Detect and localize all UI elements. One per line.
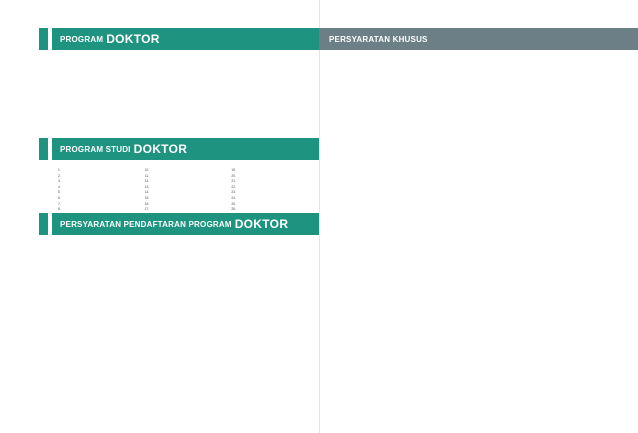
persyaratan-khusus-title: PERSYARATAN KHUSUS: [329, 34, 428, 44]
study-program-item: 4.: [58, 184, 61, 189]
study-program-item: 22.: [231, 184, 236, 189]
study-program-item: 16.: [144, 201, 150, 206]
study-program-item: 19.: [231, 168, 236, 172]
program-doktor-title-plain: PROGRAM: [60, 34, 104, 44]
study-program-item: 10.: [144, 168, 150, 172]
study-program-item: 17.: [144, 207, 150, 212]
persyaratan-pendaftaran-title-big: DOKTOR: [234, 217, 289, 231]
study-program-item: 24.: [231, 195, 236, 200]
header-accent: [39, 138, 48, 160]
study-program-item: 3.: [58, 179, 61, 184]
program-doktor-intro: [58, 56, 310, 59]
persyaratan-pendaftaran-title-plain: PERSYARATAN PENDAFTARAN PROGRAM: [60, 219, 232, 229]
study-program-item: 1.: [58, 168, 61, 172]
study-program-item: 15.: [144, 195, 150, 200]
program-studi-header: [52, 138, 319, 160]
registration-requirements: [58, 242, 310, 245]
requirements-right-column: [189, 242, 311, 245]
study-program-column: [145, 168, 224, 218]
study-program-column: [231, 168, 310, 218]
study-program-list: [58, 168, 310, 218]
program-doktor-title-big: DOKTOR: [106, 32, 160, 46]
special-requirements-right-column: [483, 57, 628, 60]
study-program-item: 21.: [231, 179, 236, 184]
program-studi-title-big: DOKTOR: [133, 142, 188, 156]
study-program-item: 14.: [144, 190, 150, 195]
persyaratan-pendaftaran-header: [52, 213, 319, 235]
header-accent: [39, 213, 48, 235]
study-program-item: 2.: [58, 173, 61, 178]
program-studi-title-plain: PROGRAM STUDI: [60, 144, 131, 154]
study-program-item: 20.: [231, 173, 236, 178]
special-requirements: [329, 57, 627, 60]
persyaratan-khusus-header: [319, 28, 638, 50]
study-program-item: 12.: [144, 179, 150, 184]
study-program-item: 7.: [58, 201, 61, 206]
right-panel: [319, 0, 638, 433]
study-program-item: 8.: [58, 207, 61, 212]
study-program-item: 26.: [231, 207, 236, 212]
study-program-item: 25.: [231, 201, 236, 206]
study-program-column: [58, 168, 137, 218]
special-requirements-left-column: [329, 57, 474, 60]
header-accent: [39, 28, 48, 50]
study-program-item: 23.: [231, 190, 236, 195]
study-program-item: 5.: [58, 190, 61, 195]
study-program-item: 11.: [144, 173, 149, 178]
program-doktor-header: [52, 28, 319, 50]
study-program-item: 6.: [58, 195, 61, 200]
study-program-item: 13.: [144, 184, 150, 189]
requirements-left-column: [58, 242, 180, 245]
